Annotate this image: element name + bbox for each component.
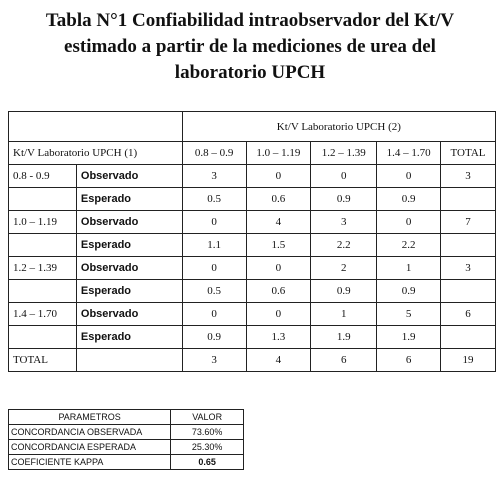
param-value: 73.60% [171, 425, 244, 440]
observed-row [9, 165, 496, 188]
params-header-name: PARAMETROS [9, 410, 171, 425]
param-name: CONCORDANCIA OBSERVADA [9, 425, 171, 440]
range-label: 1.4 – 1.70 [9, 303, 77, 326]
observed-cell: 4 [246, 211, 311, 234]
observed-label: Observado [76, 257, 182, 280]
header-row-top [9, 112, 496, 142]
expected-cell: 0.9 [377, 280, 441, 303]
observed-cell: 3 [441, 257, 496, 280]
parameters-table [8, 409, 244, 470]
column-header: 1.4 – 1.70 [377, 142, 441, 165]
table-title [0, 8, 500, 86]
observed-label: Observado [76, 165, 182, 188]
observed-cell: 0 [182, 303, 246, 326]
expected-row [9, 326, 496, 349]
observed-cell: 6 [441, 303, 496, 326]
observed-row [9, 257, 496, 280]
params-row [9, 425, 244, 440]
observed-cell: 0 [311, 165, 377, 188]
observed-cell: 0 [246, 257, 311, 280]
expected-cell: 0.9 [311, 188, 377, 211]
params-row [9, 440, 244, 455]
observed-cell: 3 [311, 211, 377, 234]
param-name: CONCORDANCIA ESPERADA [9, 440, 171, 455]
expected-label: Esperado [76, 234, 182, 257]
kappa-contingency-table [8, 111, 496, 372]
expected-cell: 1.5 [246, 234, 311, 257]
observed-cell: 0 [377, 165, 441, 188]
param-name: COEFICIENTE KAPPA [9, 455, 171, 470]
param-value: 0.65 [171, 455, 244, 470]
total-cell: 6 [377, 349, 441, 372]
observed-cell: 0 [182, 211, 246, 234]
observed-label: Observado [76, 303, 182, 326]
expected-cell: 0.9 [182, 326, 246, 349]
observed-cell: 0 [246, 165, 311, 188]
range-label: 1.0 – 1.19 [9, 211, 77, 234]
expected-row [9, 188, 496, 211]
title-line-2: estimado a partir de la mediciones de urea del [64, 36, 436, 57]
expected-cell: 1.9 [311, 326, 377, 349]
observed-cell: 1 [311, 303, 377, 326]
expected-cell: 1.9 [377, 326, 441, 349]
total-row [9, 349, 496, 372]
range-label-spacer [9, 234, 77, 257]
column-header: 0.8 – 0.9 [182, 142, 246, 165]
observed-cell: 0 [246, 303, 311, 326]
expected-cell: 2.2 [311, 234, 377, 257]
table-body [9, 165, 496, 349]
header-corner [9, 112, 183, 142]
expected-cell: 0.6 [246, 280, 311, 303]
expected-label: Esperado [76, 326, 182, 349]
total-cell: 6 [311, 349, 377, 372]
total-cell: 4 [246, 349, 311, 372]
expected-label: Esperado [76, 280, 182, 303]
observed-cell: 7 [441, 211, 496, 234]
expected-cell: 0.5 [182, 188, 246, 211]
expected-row [9, 234, 496, 257]
grand-total-cell: 19 [441, 349, 496, 372]
expected-row [9, 280, 496, 303]
range-label-spacer [9, 280, 77, 303]
column-header-total: TOTAL [441, 142, 496, 165]
expected-cell [441, 234, 496, 257]
param-value: 25.30% [171, 440, 244, 455]
range-label: 0.8 - 0.9 [9, 165, 77, 188]
total-cell: 3 [182, 349, 246, 372]
title-line-1: Tabla N°1 Confiabilidad intraobservador del Kt/V [45, 10, 455, 31]
observed-row [9, 211, 496, 234]
observed-cell: 2 [311, 257, 377, 280]
title-line-3: laboratorio UPCH [174, 62, 326, 83]
params-header-row [9, 410, 244, 425]
observed-cell: 0 [377, 211, 441, 234]
column-header: 1.0 – 1.19 [246, 142, 311, 165]
observed-label: Observado [76, 211, 182, 234]
row-group-header: Kt/V Laboratorio UPCH (1) [9, 142, 183, 165]
expected-label: Esperado [76, 188, 182, 211]
expected-cell: 1.3 [246, 326, 311, 349]
observed-cell: 3 [182, 165, 246, 188]
observed-cell: 3 [441, 165, 496, 188]
expected-cell: 0.6 [246, 188, 311, 211]
column-group-header: Kt/V Laboratorio UPCH (2) [182, 112, 495, 142]
range-label-spacer [9, 188, 77, 211]
expected-cell [441, 326, 496, 349]
total-spacer [76, 349, 182, 372]
range-label: 1.2 – 1.39 [9, 257, 77, 280]
header-row-columns [9, 142, 496, 165]
range-label-spacer [9, 326, 77, 349]
observed-cell: 5 [377, 303, 441, 326]
column-header: 1.2 – 1.39 [311, 142, 377, 165]
expected-cell: 0.5 [182, 280, 246, 303]
expected-cell [441, 280, 496, 303]
expected-cell: 0.9 [311, 280, 377, 303]
observed-cell: 0 [182, 257, 246, 280]
total-label: TOTAL [9, 349, 77, 372]
params-header-value: VALOR [171, 410, 244, 425]
expected-cell [441, 188, 496, 211]
expected-cell: 2.2 [377, 234, 441, 257]
expected-cell: 0.9 [377, 188, 441, 211]
params-row [9, 455, 244, 470]
expected-cell: 1.1 [182, 234, 246, 257]
observed-cell: 1 [377, 257, 441, 280]
observed-row [9, 303, 496, 326]
